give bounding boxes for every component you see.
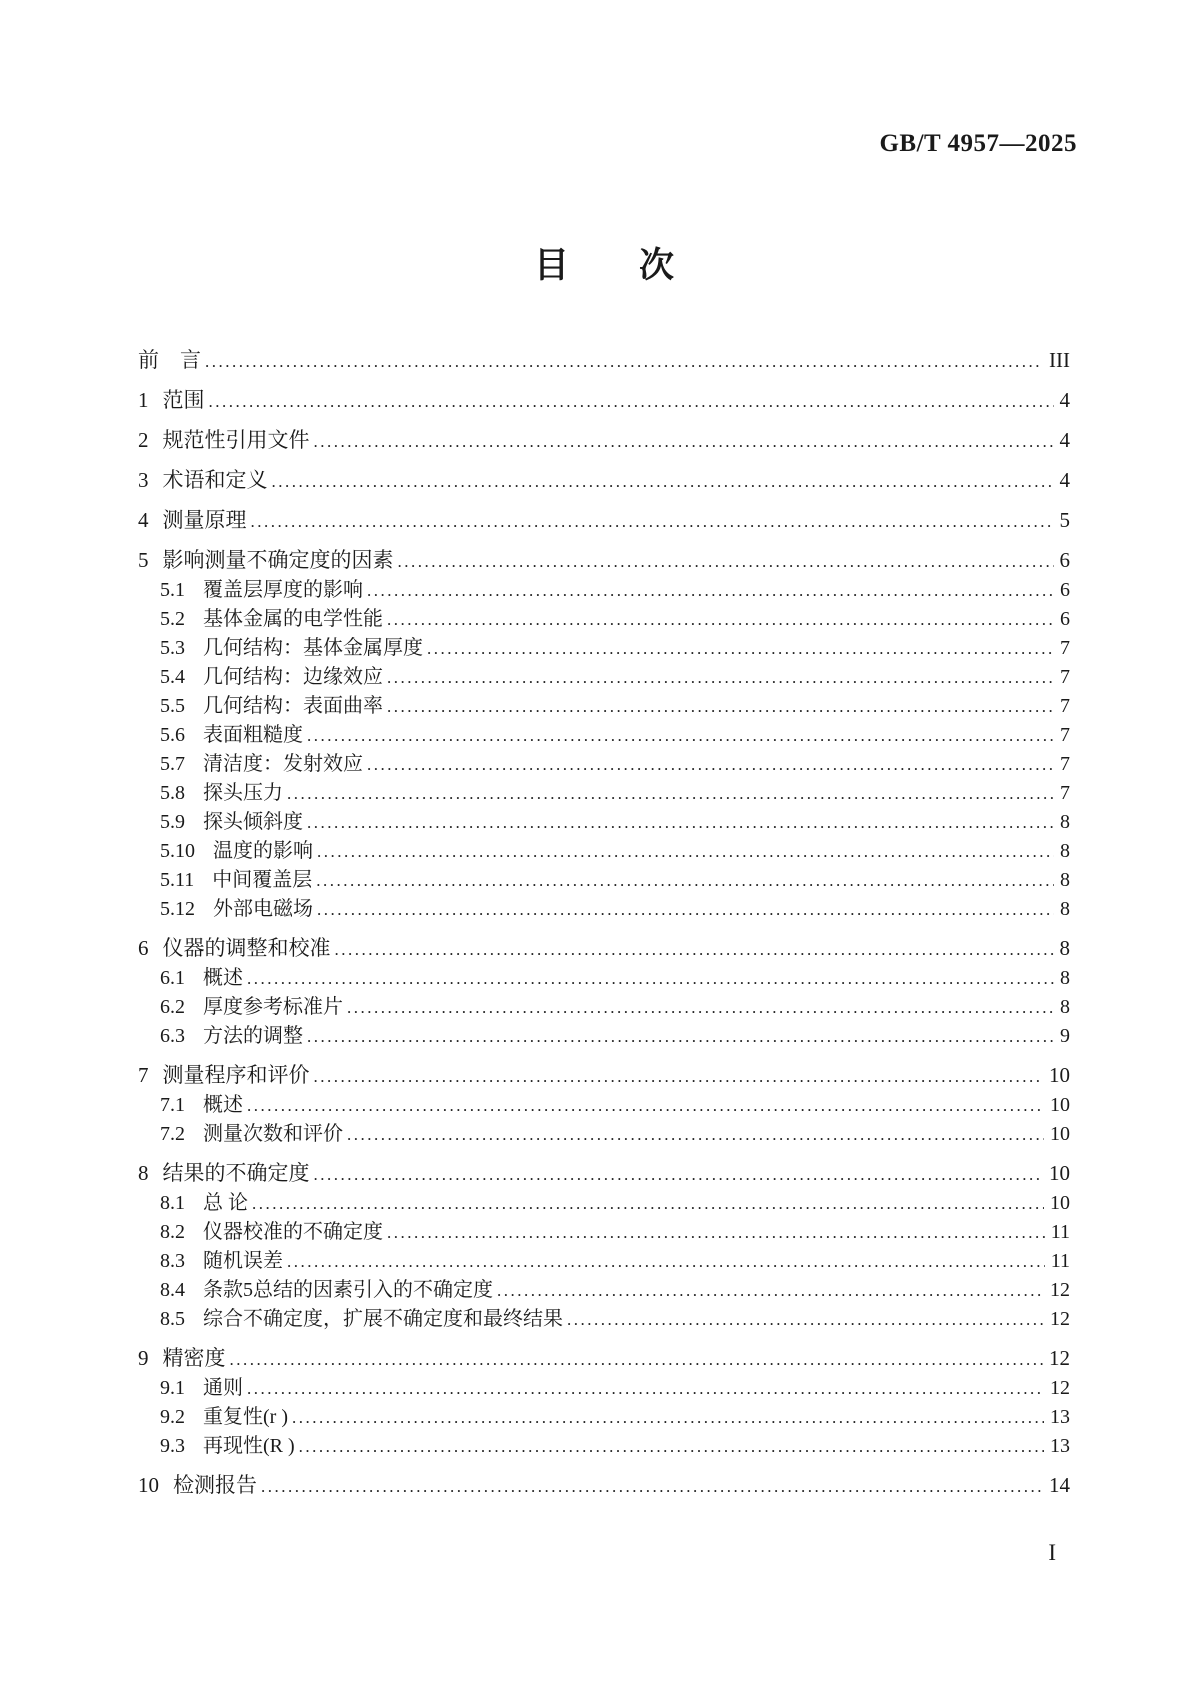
toc-entry-title: 综合不确定度，扩展不确定度和最终结果 [203, 1308, 563, 1330]
toc-entry-page-number: 12 [1049, 1346, 1070, 1370]
toc-page-title: 目 次 [533, 246, 674, 285]
toc-entry-page-number: 9 [1060, 1025, 1070, 1047]
toc-entry [138, 1091, 1070, 1120]
toc-entry [138, 634, 1070, 663]
toc-entry-number: 5.5 [160, 695, 185, 717]
toc-dot-leader [292, 1404, 1044, 1432]
toc-entry-title: 范围 [162, 388, 205, 412]
toc-entry-number: 9.1 [160, 1377, 185, 1399]
toc-entry-page-number: 12 [1050, 1377, 1070, 1399]
toc-entry [138, 1276, 1070, 1305]
toc-entry [138, 808, 1070, 837]
toc-entry [138, 1061, 1070, 1091]
toc-entry-title: 通则 [203, 1377, 243, 1399]
toc-entry-number: 7.1 [160, 1094, 185, 1116]
toc-dot-leader [252, 1190, 1044, 1218]
toc-entry-number: 7.2 [160, 1123, 185, 1145]
toc-entry-number: 5.12 [160, 898, 195, 920]
toc-dot-leader [314, 1063, 1044, 1091]
toc-entry [138, 866, 1070, 895]
toc-entry-page-number: 8 [1060, 811, 1070, 833]
toc-entry-page-number: 7 [1060, 724, 1070, 746]
toc-entry [138, 1403, 1070, 1432]
toc-entry-title: 总 论 [203, 1192, 248, 1214]
toc-entry-title: 测量程序和评价 [162, 1063, 310, 1087]
toc-entry-page-number: 8 [1060, 840, 1070, 862]
toc-entry-title: 温度的影响 [213, 840, 313, 862]
toc-entry-page-number: 7 [1060, 782, 1070, 804]
toc-entry-number: 5.3 [160, 637, 185, 659]
toc-entry-title: 方法的调整 [203, 1025, 303, 1047]
toc-entry-number: 5.11 [160, 869, 195, 891]
toc-entry-number: 8.3 [160, 1250, 185, 1272]
toc-entry-page-number: 4 [1059, 388, 1070, 412]
toc-entry-number: 6.1 [160, 967, 185, 989]
toc-entry-page-number: 10 [1049, 1161, 1070, 1185]
toc-entry [138, 1247, 1070, 1276]
toc-entry-title: 仪器的调整和校准 [162, 936, 331, 960]
toc-entry-title: 概述 [203, 967, 243, 989]
toc-entry [138, 1305, 1070, 1334]
toc-entry [138, 1022, 1070, 1051]
toc-dot-leader [367, 751, 1054, 779]
toc-dot-leader [427, 635, 1054, 663]
toc-entry [138, 605, 1070, 634]
toc-entry [138, 1218, 1070, 1247]
toc-entry-title: 测量原理 [162, 508, 247, 532]
toc-entry-title: 表面粗糙度 [203, 724, 303, 746]
toc-entry-number: 9.3 [160, 1435, 185, 1457]
toc-entry-title: 探头倾斜度 [203, 811, 303, 833]
standard-code: GB/T 4957—2025 [879, 130, 1077, 157]
toc-dot-leader [287, 1248, 1045, 1276]
toc-entry [138, 895, 1070, 924]
toc-dot-leader [205, 348, 1043, 376]
toc-entry-number: 7 [138, 1063, 149, 1087]
toc-entry-title: 探头压力 [203, 782, 283, 804]
toc-entry-title: 术语和定义 [162, 468, 268, 492]
toc-dot-leader [247, 1092, 1044, 1120]
toc-entry-number: 5.1 [160, 579, 185, 601]
toc-dot-leader [317, 896, 1054, 924]
toc-dot-leader [287, 780, 1054, 808]
toc-entry-title: 再现性(R ) [203, 1435, 295, 1457]
toc-entry-page-number: 10 [1050, 1123, 1070, 1145]
toc-dot-leader [347, 1121, 1044, 1149]
toc-dot-leader [272, 468, 1054, 496]
toc-entry-number: 3 [138, 468, 149, 492]
toc-entry-number: 8.4 [160, 1279, 185, 1301]
toc-entry-number: 1 [138, 388, 149, 412]
toc-entry [138, 721, 1070, 750]
toc-entry-number: 5.8 [160, 782, 185, 804]
toc-dot-leader [387, 1219, 1045, 1247]
toc-entry-title: 条款5总结的因素引入的不确定度 [203, 1279, 493, 1301]
toc-entry-page-number: 8 [1059, 936, 1070, 960]
toc-entry [138, 779, 1070, 808]
toc-entry-page-number: 7 [1060, 753, 1070, 775]
toc-dot-leader [387, 693, 1054, 721]
toc-dot-leader [317, 838, 1054, 866]
toc-entry-page-number: 10 [1049, 1063, 1070, 1087]
toc-entry [138, 663, 1070, 692]
toc-entry-number: 4 [138, 508, 149, 532]
toc-entry-number: 10 [138, 1473, 159, 1497]
toc-entry-title: 检测报告 [173, 1473, 257, 1497]
toc-entry-title: 精密度 [162, 1346, 226, 1370]
toc-entry [138, 837, 1070, 866]
toc-entry [138, 692, 1070, 721]
toc-dot-leader [247, 965, 1054, 993]
toc-entry-page-number: 8 [1060, 898, 1070, 920]
toc-dot-leader [247, 1375, 1044, 1403]
toc-entry [138, 506, 1070, 536]
toc-dot-leader [307, 1023, 1054, 1051]
toc-dot-leader [335, 936, 1054, 964]
toc-entry-title: 结果的不确定度 [162, 1161, 310, 1185]
toc-entry-number: 6.3 [160, 1025, 185, 1047]
toc-entry-title: 几何结构：表面曲率 [203, 695, 383, 717]
toc-entry-page-number: 5 [1059, 508, 1070, 532]
toc-entry-page-number: 11 [1050, 1250, 1070, 1272]
toc-entry [138, 576, 1070, 605]
toc-entry-number: 5.9 [160, 811, 185, 833]
toc-dot-leader [307, 722, 1054, 750]
toc-entry-title: 外部电磁场 [213, 898, 313, 920]
toc-dot-leader [567, 1306, 1044, 1334]
toc-entry-number: 5.4 [160, 666, 185, 688]
toc-entry [138, 426, 1070, 456]
toc-entry-title: 影响测量不确定度的因素 [162, 548, 394, 572]
toc-entry [138, 1189, 1070, 1218]
toc-entry-number: 9 [138, 1346, 149, 1370]
toc-entry-number: 8.2 [160, 1221, 185, 1243]
toc-entry-title: 前 言 [138, 348, 201, 372]
toc-entry [138, 1344, 1070, 1374]
toc-dot-leader [314, 1161, 1044, 1189]
toc-entry [138, 1432, 1070, 1461]
toc-entry-page-number: 4 [1059, 428, 1070, 452]
toc-entry-title: 随机误差 [203, 1250, 283, 1272]
toc-entry-number: 5.7 [160, 753, 185, 775]
toc-entry-number: 6 [138, 936, 149, 960]
toc-entry [138, 466, 1070, 496]
toc-dot-leader [347, 994, 1054, 1022]
toc-entry-page-number: 8 [1060, 967, 1070, 989]
toc-entry-title: 测量次数和评价 [203, 1123, 343, 1145]
toc-entry-page-number: 12 [1050, 1279, 1070, 1301]
toc-dot-leader [367, 577, 1054, 605]
toc-dot-leader [299, 1433, 1044, 1461]
toc-entry-number: 5.10 [160, 840, 195, 862]
toc-entry-title: 重复性(r ) [203, 1406, 288, 1428]
toc-entry-page-number: 14 [1049, 1473, 1070, 1497]
toc-entry-number: 5.6 [160, 724, 185, 746]
toc-entry [138, 1120, 1070, 1149]
toc-entry-title: 覆盖层厚度的影响 [203, 579, 363, 601]
toc-entry-page-number: 6 [1060, 579, 1070, 601]
toc-entry [138, 546, 1070, 576]
toc-dot-leader [230, 1346, 1044, 1374]
folio-page-number: I [1048, 1540, 1056, 1565]
toc-entry-title: 几何结构：基体金属厚度 [203, 637, 423, 659]
toc-entry [138, 1471, 1070, 1501]
toc-dot-leader [261, 1473, 1043, 1501]
toc-entry-page-number: III [1049, 348, 1070, 372]
toc-dot-leader [497, 1277, 1044, 1305]
toc-dot-leader [387, 606, 1054, 634]
toc-entry-page-number: 13 [1050, 1435, 1070, 1457]
toc-entry-title: 基体金属的电学性能 [203, 608, 383, 630]
toc-dot-leader [209, 388, 1054, 416]
toc-dot-leader [398, 548, 1054, 576]
toc-dot-leader [314, 428, 1054, 456]
toc-entry-title: 厚度参考标准片 [203, 996, 343, 1018]
toc-entry-page-number: 12 [1050, 1308, 1070, 1330]
toc-entry-page-number: 8 [1060, 869, 1070, 891]
toc-entry-number: 5 [138, 548, 149, 572]
toc-entry-page-number: 13 [1050, 1406, 1070, 1428]
toc-entry-page-number: 7 [1060, 695, 1070, 717]
toc-entry-page-number: 6 [1060, 608, 1070, 630]
toc-entry-number: 8 [138, 1161, 149, 1185]
toc-entry-number: 8.5 [160, 1308, 185, 1330]
toc-entry-number: 6.2 [160, 996, 185, 1018]
toc-entry-title: 清洁度：发射效应 [203, 753, 363, 775]
toc-entry-page-number: 8 [1060, 996, 1070, 1018]
toc-entry [138, 386, 1070, 416]
toc-dot-leader [251, 508, 1054, 536]
toc-entry-title: 几何结构：边缘效应 [203, 666, 383, 688]
toc-entry-number: 9.2 [160, 1406, 185, 1428]
toc-dot-leader [316, 867, 1054, 895]
toc-entry [138, 993, 1070, 1022]
toc-entry [138, 964, 1070, 993]
toc-entry-number: 2 [138, 428, 149, 452]
toc-entry [138, 1159, 1070, 1189]
toc-entry-page-number: 7 [1060, 666, 1070, 688]
toc-entry-title: 中间覆盖层 [212, 869, 313, 891]
toc-entry-page-number: 7 [1060, 637, 1070, 659]
toc-entry-title: 规范性引用文件 [162, 428, 310, 452]
toc-entry-number: 8.1 [160, 1192, 185, 1214]
toc-entry [138, 346, 1070, 376]
toc-entry-page-number: 10 [1050, 1192, 1070, 1214]
toc-entry-number: 5.2 [160, 608, 185, 630]
toc-entry-page-number: 11 [1050, 1221, 1070, 1243]
toc-entry [138, 1374, 1070, 1403]
toc-entry [138, 750, 1070, 779]
toc-entry-title: 仪器校准的不确定度 [203, 1221, 383, 1243]
toc-entry [138, 934, 1070, 964]
toc-entry-page-number: 6 [1059, 548, 1070, 572]
toc-entry-page-number: 10 [1050, 1094, 1070, 1116]
toc-entry-title: 概述 [203, 1094, 243, 1116]
table-of-contents [138, 336, 1070, 1501]
toc-dot-leader [307, 809, 1054, 837]
toc-entry-page-number: 4 [1059, 468, 1070, 492]
toc-dot-leader [387, 664, 1054, 692]
